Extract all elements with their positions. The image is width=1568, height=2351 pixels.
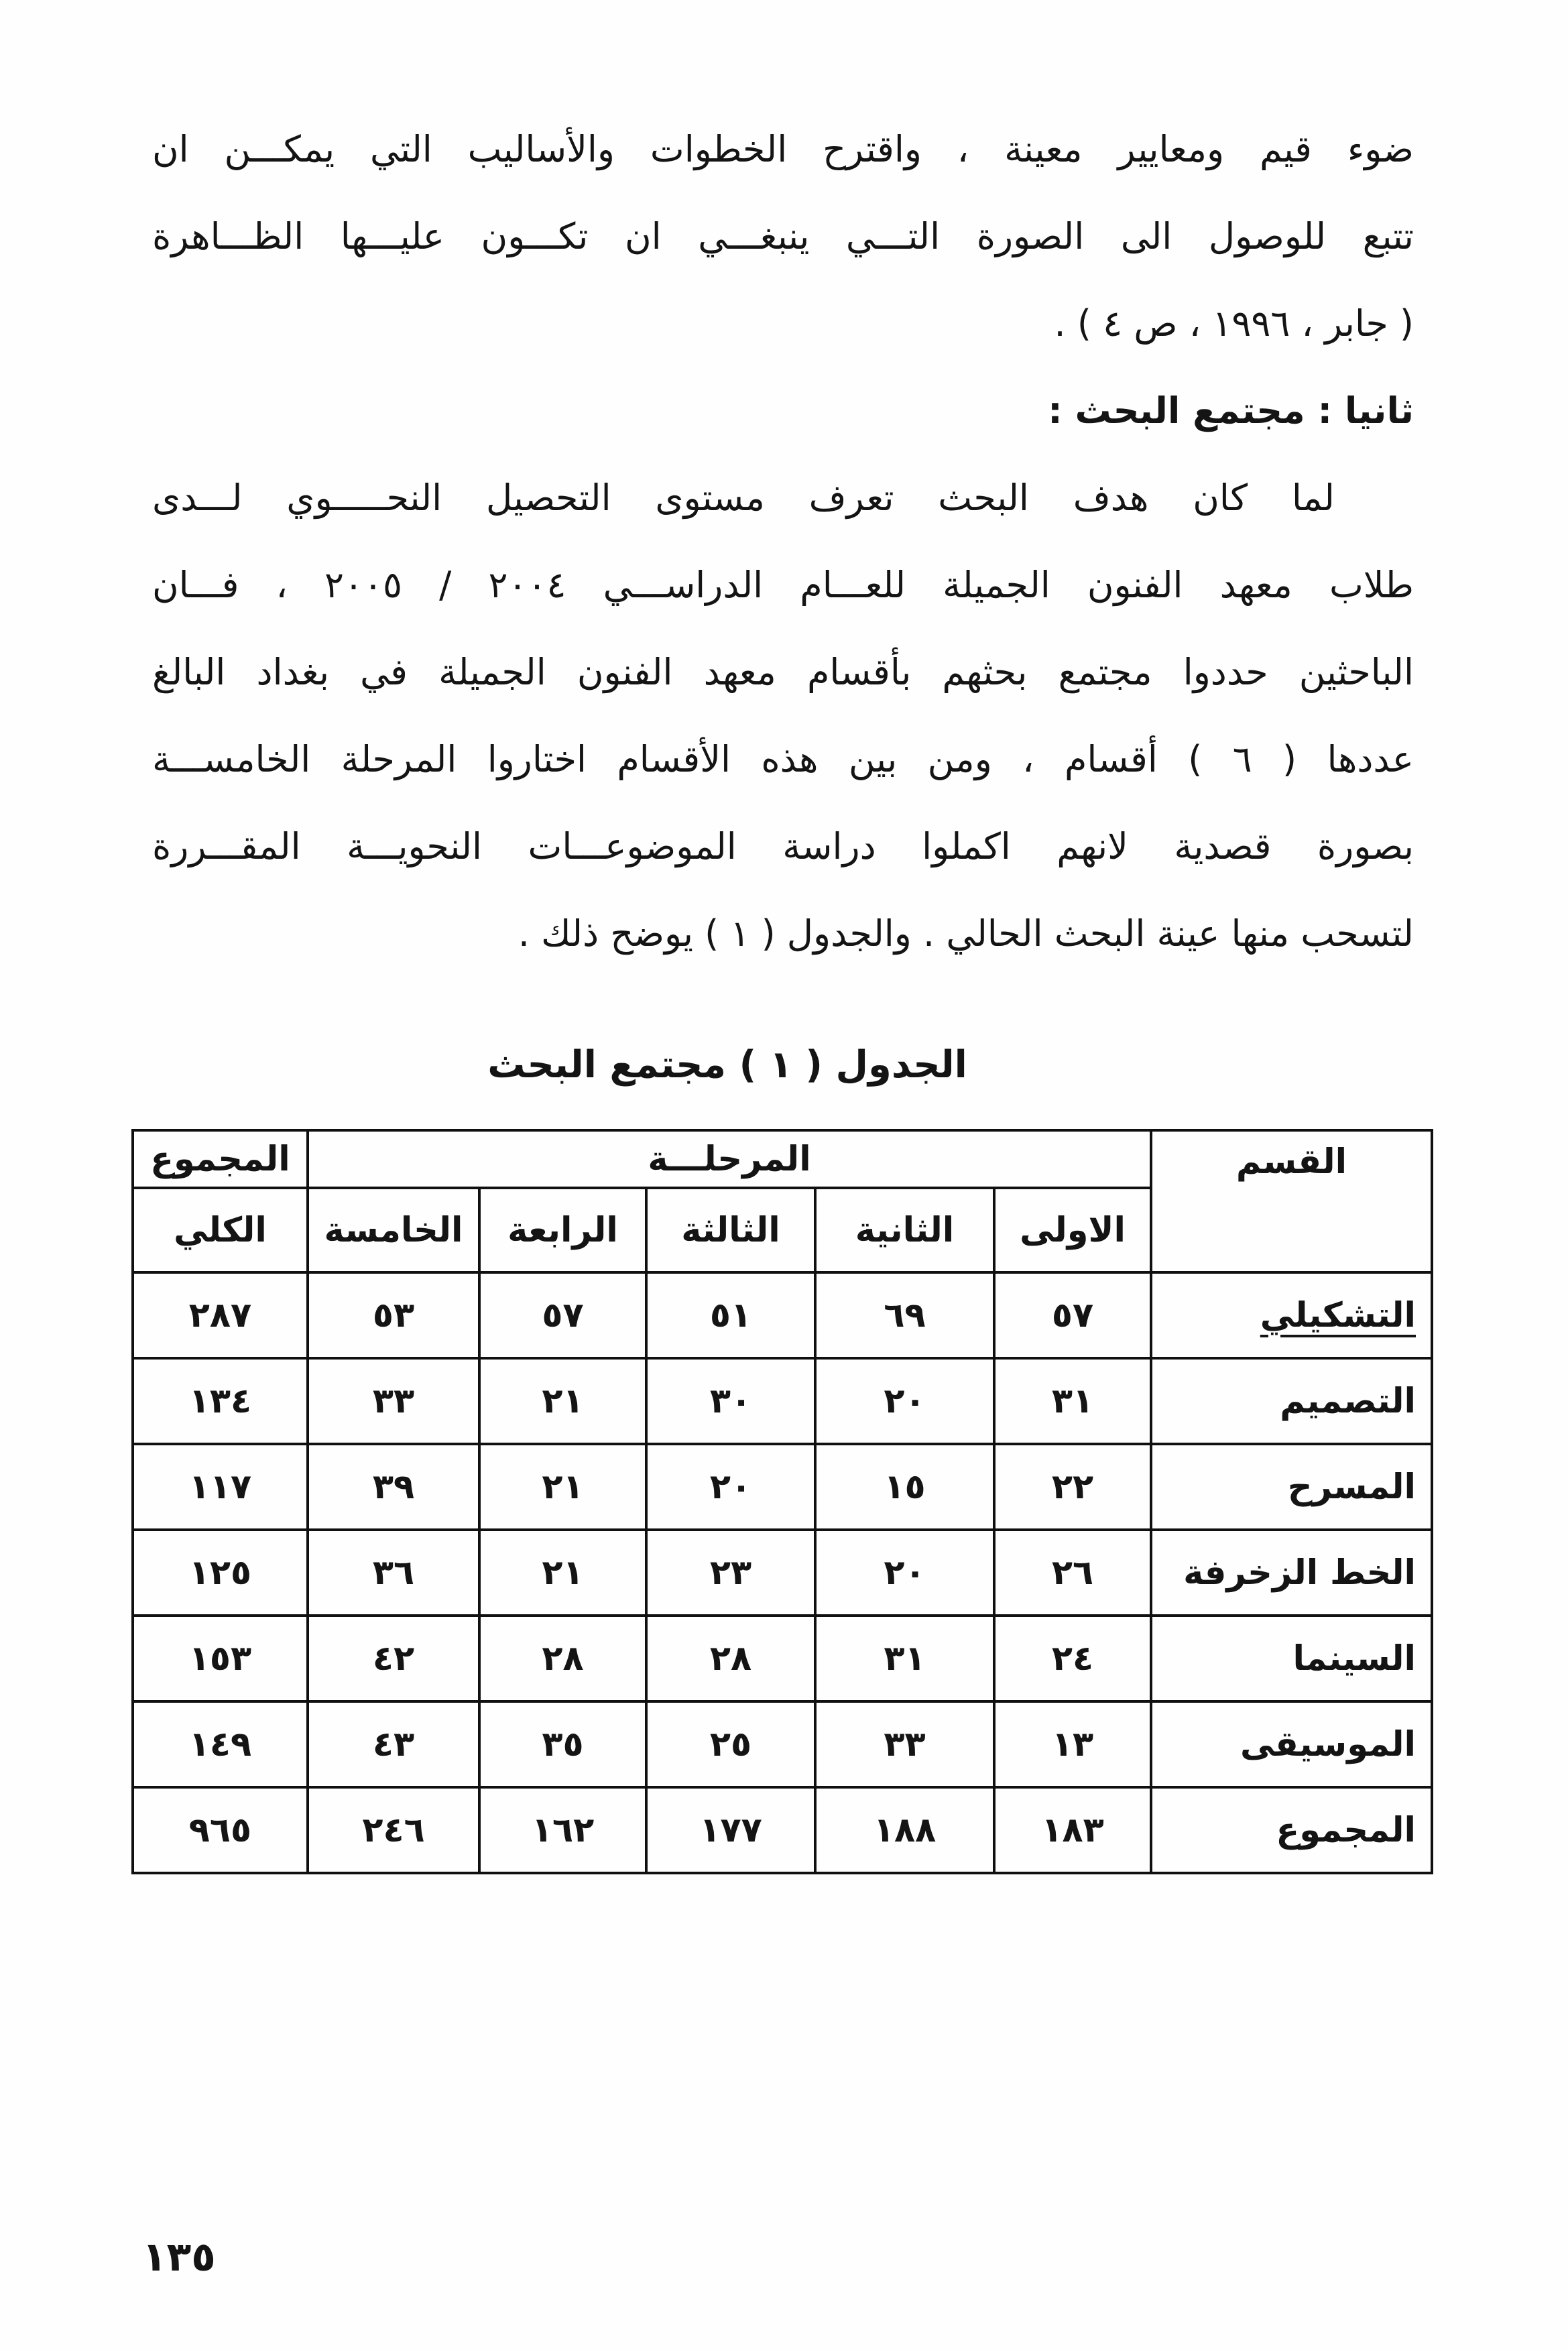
total-cell: ١٢٥ [133,1530,308,1616]
table-row [133,1701,1432,1787]
value-cell: ٣٥ [479,1701,646,1787]
value-cell: ٥٣ [308,1272,479,1358]
header-department: القسم [1151,1130,1432,1272]
value-cell: ٢١ [479,1444,646,1530]
value-cell: ١٧٧ [646,1787,815,1873]
paragraph-line: طلاب معهد الفنون الجميلة للعـــام الدراســـي ٢٠٠٤ / ٢٠٠٥ ، فـــان [152,564,1414,606]
table-row [133,1616,1432,1701]
header-stage-4: الرابعة [479,1188,646,1272]
value-cell: ١٨٨ [815,1787,994,1873]
value-cell: ٤٢ [308,1616,479,1701]
total-cell: ٩٦٥ [133,1787,308,1873]
page-number: ١٣٥ [142,2234,216,2281]
value-cell: ٥١ [646,1272,815,1358]
section-heading: ثانيا : مجتمع البحث : [1048,389,1414,432]
total-cell: ١٤٩ [133,1701,308,1787]
value-cell: ١٥ [815,1444,994,1530]
total-cell: ١١٧ [133,1444,308,1530]
header-total-line2: الكلي [133,1188,308,1272]
value-cell: ٦٩ [815,1272,994,1358]
department-cell: التشكيلي [1151,1272,1432,1358]
department-cell: الخط الزخرفة [1151,1530,1432,1616]
value-cell: ١٣ [994,1701,1151,1787]
citation-line: ( جابر ، ١٩٩٦ ، ص ٤ ) . [1054,302,1414,345]
value-cell: ٤٣ [308,1701,479,1787]
total-cell: ٢٨٧ [133,1272,308,1358]
value-cell: ٣٩ [308,1444,479,1530]
value-cell: ٢٤٦ [308,1787,479,1873]
paragraph-line: عددها ( ٦ ) أقسام ، ومن بين هذه الأقسام اختاروا المرحلة الخامســـة [152,738,1414,780]
value-cell: ٢٨ [479,1616,646,1701]
body-text-block [152,106,1414,977]
paragraph-line: الباحثين حددوا مجتمع بحثهم بأقسام معهد الفنون الجميلة في بغداد البالغ [152,651,1414,693]
value-cell: ٢٥ [646,1701,815,1787]
department-cell: المجموع [1151,1787,1432,1873]
value-cell: ٢٠ [815,1358,994,1444]
header-stage-group: المرحلـــة [308,1130,1151,1188]
header-stage-1: الاولى [994,1188,1151,1272]
value-cell: ٣١ [994,1358,1151,1444]
department-cell: المسرح [1151,1444,1432,1530]
value-cell: ٥٧ [994,1272,1151,1358]
value-cell: ٣٦ [308,1530,479,1616]
research-population-table [131,1129,1433,1874]
value-cell: ٢٠ [815,1530,994,1616]
paragraph-line: تتبع للوصول الى الصورة التـــي ينبغـــي ان تكـــون عليـــها الظـــاهرة [152,215,1414,257]
table-row-grand-total [133,1787,1432,1873]
value-cell: ٢٦ [994,1530,1151,1616]
department-cell: السينما [1151,1616,1432,1701]
value-cell: ٢٤ [994,1616,1151,1701]
department-cell: التصميم [1151,1358,1432,1444]
value-cell: ١٦٢ [479,1787,646,1873]
header-total-line1: المجموع [133,1130,308,1188]
value-cell: ٢١ [479,1358,646,1444]
value-cell: ٣٠ [646,1358,815,1444]
total-cell: ١٥٣ [133,1616,308,1701]
table-row [133,1530,1432,1616]
paragraph-line: ضوء قيم ومعايير معينة ، واقترح الخطوات والأساليب التي يمكـــن ان [152,128,1414,170]
paragraph-line: بصورة قصدية لانهم اكملوا دراسة الموضوعـــات النحويـــة المقـــررة [152,825,1414,867]
department-cell: الموسيقى [1151,1701,1432,1787]
paragraph-line: لتسحب منها عينة البحث الحالي . والجدول ( ١ ) يوضح ذلك . [518,912,1414,955]
value-cell: ٢٣ [646,1530,815,1616]
paragraph-line: لما كان هدف البحث تعرف مستوى التحصيل النحـــــوي لـــدى [152,477,1335,519]
table-title: الجدول ( ١ ) مجتمع البحث [487,1043,967,1087]
value-cell: ٥٧ [479,1272,646,1358]
table-row [133,1358,1432,1444]
header-stage-5: الخامسة [308,1188,479,1272]
header-stage-3: الثالثة [646,1188,815,1272]
table-row [133,1272,1432,1358]
value-cell: ٢٢ [994,1444,1151,1530]
value-cell: ٣١ [815,1616,994,1701]
value-cell: ٢٨ [646,1616,815,1701]
header-stage-2: الثانية [815,1188,994,1272]
value-cell: ٢٠ [646,1444,815,1530]
value-cell: ٢١ [479,1530,646,1616]
value-cell: ٣٣ [815,1701,994,1787]
value-cell: ١٨٣ [994,1787,1151,1873]
table-row [133,1444,1432,1530]
total-cell: ١٣٤ [133,1358,308,1444]
table-header-row-1 [133,1130,1432,1188]
value-cell: ٣٣ [308,1358,479,1444]
